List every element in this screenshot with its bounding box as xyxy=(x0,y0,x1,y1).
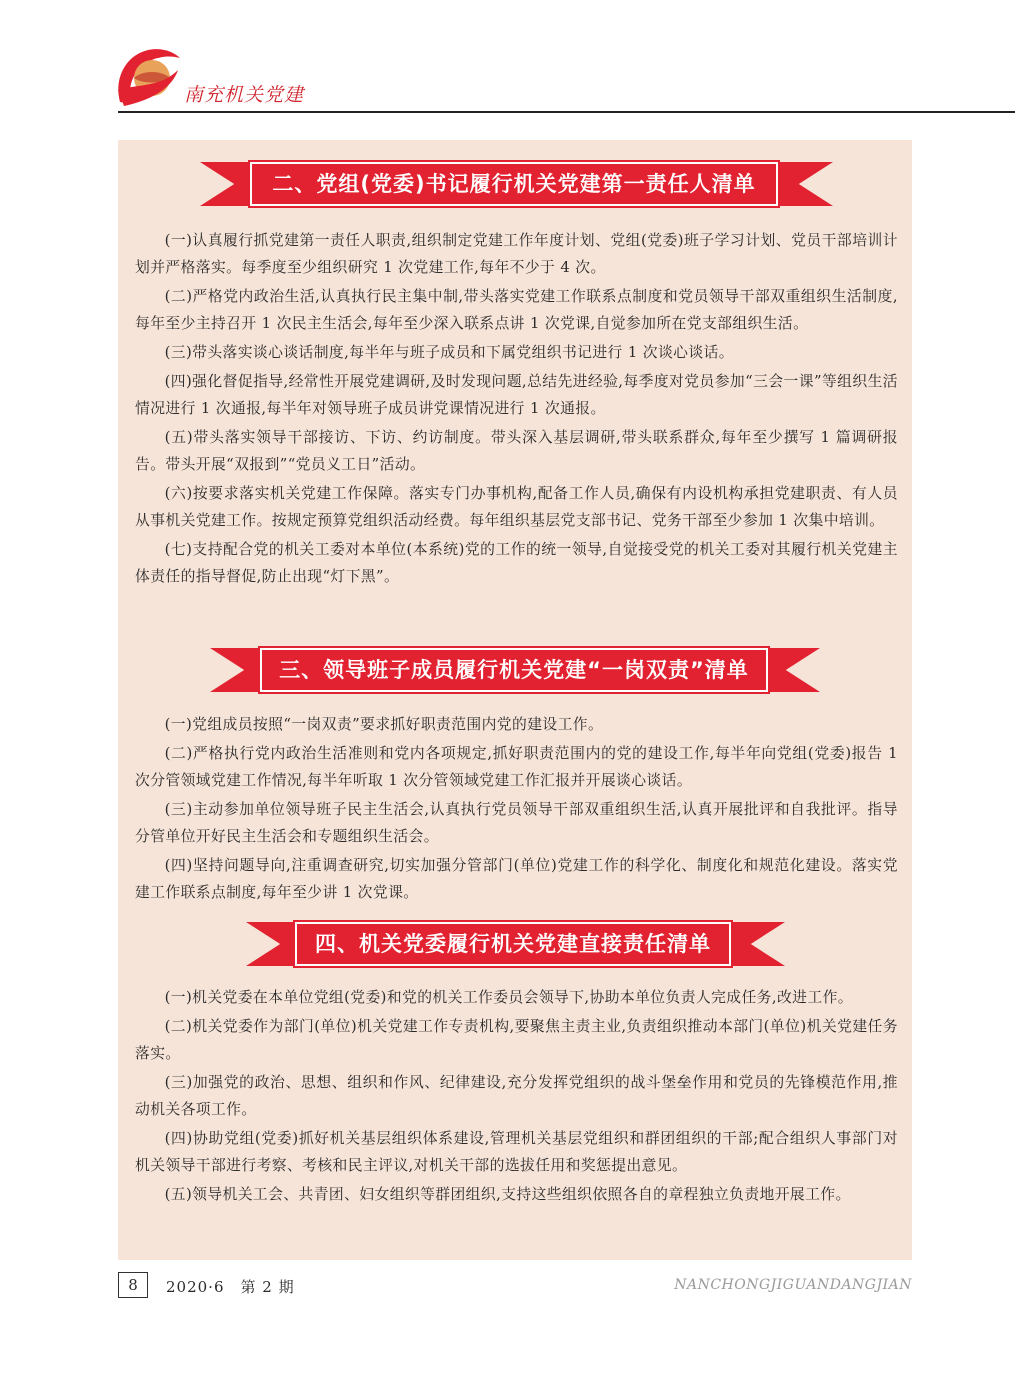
paragraph: (二)机关党委作为部门(单位)机关党建工作专责机构,要聚焦主责主业,负责组织推动本部门(单位)机关党建任务落实。 xyxy=(135,1018,898,1062)
party-logo-icon xyxy=(112,40,182,112)
section-title: 二、党组(党委)书记履行机关党建第一责任人清单 xyxy=(250,162,778,206)
paragraph: (六)按要求落实机关党建工作保障。落实专门办事机构,配备工作人员,确保有内设机构承担党建职责、有人员从事机关党建工作。按规定预算党组织活动经费。每年组织基层党支部书记、党务干部至少参加 1 次集中培训。 xyxy=(135,485,898,529)
section-banner xyxy=(118,922,912,966)
paragraph: (三)加强党的政治、思想、组织和作风、纪律建设,充分发挥党组织的战斗堡垒作用和党员的先锋模范作用,推动机关各项工作。 xyxy=(135,1074,898,1118)
paragraph: (二)严格执行党内政治生活准则和党内各项规定,抓好职责范围内的党的建设工作,每半年向党组(党委)报告 1 次分管领域党建工作情况,每半年听取 1 次分管领域党建工作汇报并开展谈心谈话。 xyxy=(135,745,898,789)
brand-title: 南充机关党建 xyxy=(184,84,305,106)
section-body xyxy=(135,711,898,908)
paragraph: (四)强化督促指导,经常性开展党建调研,及时发现问题,总结先进经验,每季度对党员参加“三会一课”等组织生活情况进行 1 次通报,每半年对领导班子成员讲党课情况进行 1 次通报。 xyxy=(135,373,898,417)
page-number: 8 xyxy=(118,1272,148,1298)
paragraph: (四)坚持问题导向,注重调查研究,切实加强分管部门(单位)党建工作的科学化、制度化和规范化建设。落实党建工作联系点制度,每年至少讲 1 次党课。 xyxy=(135,857,898,901)
paragraph: (一)党组成员按照“一岗双责”要求抓好职责范围内党的建设工作。 xyxy=(164,716,604,733)
paragraph: (一)机关党委在本单位党组(党委)和党的机关工作委员会领导下,协助本单位负责人完成任务,改进工作。 xyxy=(164,989,853,1006)
section-banner xyxy=(118,162,912,206)
section-body xyxy=(135,984,898,1210)
header-divider xyxy=(118,111,1015,113)
section-banner xyxy=(118,648,912,692)
section-body xyxy=(135,227,898,592)
section-title: 四、机关党委履行机关党建直接责任清单 xyxy=(295,922,731,966)
paragraph: (四)协助党组(党委)抓好机关基层组织体系建设,管理机关基层党组织和群团组织的干部;配合组织人事部门对机关领导干部进行考察、考核和民主评议,对机关干部的选拔任用和奖惩提出意见。 xyxy=(135,1130,898,1174)
paragraph: (五)带头落实领导干部接访、下访、约访制度。带头深入基层调研,带头联系群众,每年至少撰写 1 篇调研报告。带头开展“双报到”“党员义工日”活动。 xyxy=(135,429,898,473)
site-name: NANCHONGJIGUANDANGJIAN xyxy=(674,1277,912,1293)
paragraph: (三)带头落实谈心谈话制度,每半年与班子成员和下属党组织书记进行 1 次谈心谈话。 xyxy=(164,344,734,361)
paragraph: (七)支持配合党的机关工委对本单位(本系统)党的工作的统一领导,自觉接受党的机关工委对其履行机关党建主体责任的指导督促,防止出现“灯下黑”。 xyxy=(135,541,898,585)
paragraph: (一)认真履行抓党建第一责任人职责,组织制定党建工作年度计划、党组(党委)班子学习计划、党员干部培训计划并严格落实。每季度至少组织研究 1 次党建工作,每年不少于 4 次。 xyxy=(135,232,898,276)
paragraph: (三)主动参加单位领导班子民主生活会,认真执行党员领导干部双重组织生活,认真开展批评和自我批评。指导分管单位开好民主生活会和专题组织生活会。 xyxy=(135,801,898,845)
paragraph: (二)严格党内政治生活,认真执行民主集中制,带头落实党建工作联系点制度和党员领导干部双重组织生活制度,每年至少主持召开 1 次民主生活会,每年至少深入联系点讲 1 次党课,自觉参加所在党支部组织生活。 xyxy=(135,288,898,332)
paragraph: (五)领导机关工会、共青团、妇女组织等群团组织,支持这些组织依照各自的章程独立负责地开展工作。 xyxy=(164,1186,851,1203)
issue-label: 2020·6 第 2 期 xyxy=(166,1278,295,1296)
section-title: 三、领导班子成员履行机关党建“一岗双责”清单 xyxy=(260,648,768,692)
content-panel xyxy=(118,140,912,1260)
